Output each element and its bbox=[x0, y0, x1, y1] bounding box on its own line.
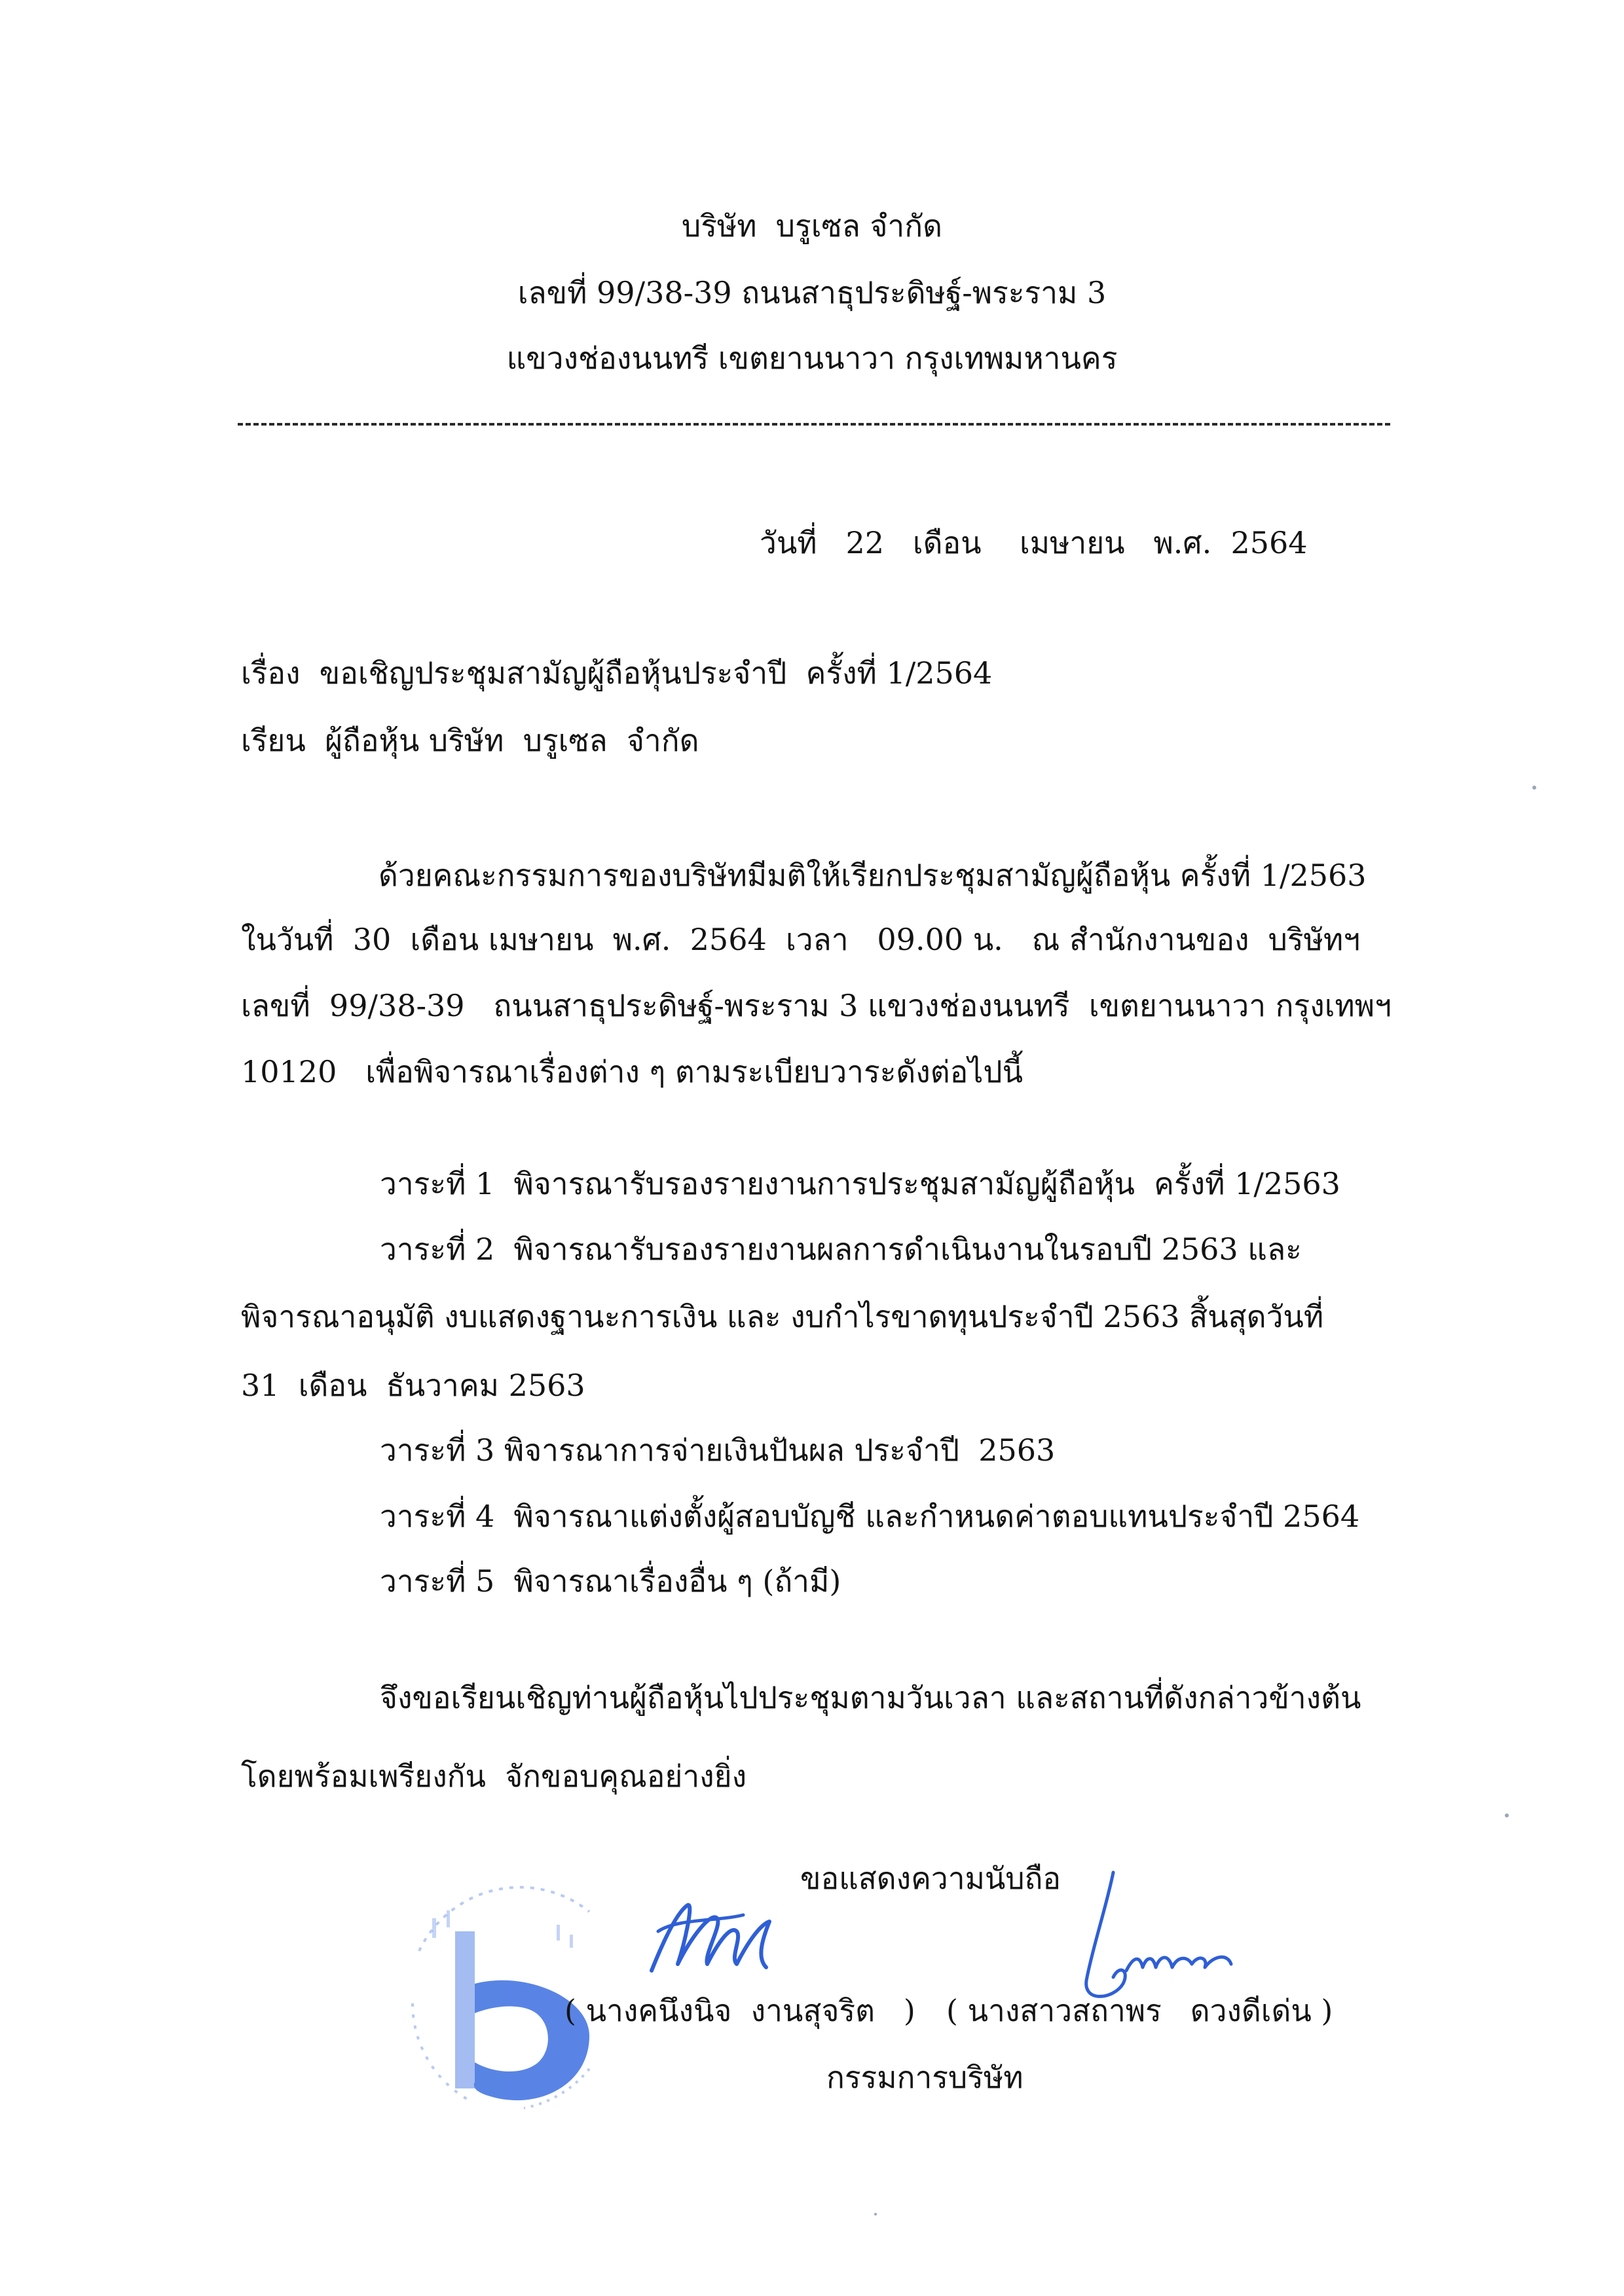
letter-subject: เรื่อง ขอเชิญประชุมสามัญผู้ถือหุ้นประจำปี ครั้งที่ 1/2564 bbox=[241, 655, 993, 691]
signatory-1-name: ( นางคนึงนิจ งานสุจริต ) bbox=[564, 1993, 915, 2028]
company-address-line-2: แขวงช่องนนทรี เขตยานนาวา กรุงเทพมหานคร bbox=[506, 340, 1118, 376]
scan-speck bbox=[1532, 786, 1536, 790]
letter-recipient: เรียน ผู้ถือหุ้น บริษัท บรูเซล จำกัด bbox=[241, 723, 699, 758]
agenda-item-2-line-3: 31 เดือน ธันวาคม 2563 bbox=[241, 1368, 585, 1403]
agenda-item-2-line-2: พิจารณาอนุมัติ งบแสดงฐานะการเงิน และ งบกำไรขาดทุนประจำปี 2563 สิ้นสุดวันที่ bbox=[241, 1299, 1324, 1334]
intro-line-1: ด้วยคณะกรรมการของบริษัทมีมติให้เรียกประชุมสามัญผู้ถือหุ้น ครั้งที่ 1/2563 bbox=[378, 858, 1367, 893]
closing-line-2: โดยพร้อมเพรียงกัน จักขอบคุณอย่างยิ่ง bbox=[241, 1758, 747, 1794]
agenda-item-1: วาระที่ 1 พิจารณารับรองรายงานการประชุมสามัญผู้ถือหุ้น ครั้งที่ 1/2563 bbox=[380, 1166, 1340, 1201]
intro-line-2: ในวันที่ 30 เดือน เมษายน พ.ศ. 2564 เวลา 09.00 น. ณ สำนักงานของ บริษัทฯ bbox=[241, 922, 1361, 957]
signatory-2-name: ( นางสาวสถาพร ดวงดีเด่น ) bbox=[946, 1993, 1333, 2028]
dashed-separator bbox=[238, 423, 1390, 426]
intro-line-4: 10120 เพื่อพิจารณาเรื่องต่าง ๆ ตามระเบียบวาระดังต่อไปนี้ bbox=[241, 1054, 1024, 1089]
scan-speck bbox=[874, 2213, 877, 2215]
signature-1 bbox=[638, 1892, 789, 1990]
company-address-line-1: เลขที่ 99/38-39 ถนนสาธุประดิษฐ์-พระราม 3 bbox=[517, 275, 1107, 310]
agenda-item-4: วาระที่ 4 พิจารณาแต่งตั้งผู้สอบบัญชี และกำหนดค่าตอบแทนประจำปี 2564 bbox=[380, 1499, 1360, 1534]
agenda-item-5: วาระที่ 5 พิจารณาเรื่องอื่น ๆ (ถ้ามี) bbox=[380, 1563, 841, 1599]
letter-date: วันที่ 22 เดือน เมษายน พ.ศ. 2564 bbox=[760, 525, 1308, 560]
agenda-item-3: วาระที่ 3 พิจารณาการจ่ายเงินปันผล ประจำปี 2563 bbox=[380, 1432, 1056, 1468]
closing-line-1: จึงขอเรียนเชิญท่านผู้ถือหุ้นไปประชุมตามวันเวลา และสถานที่ดังกล่าวข้างต้น bbox=[380, 1680, 1361, 1715]
company-name: บริษัท บรูเซล จำกัด bbox=[682, 208, 942, 244]
scan-speck bbox=[1505, 1813, 1509, 1817]
signature-2 bbox=[1074, 1866, 1244, 2010]
intro-line-3: เลขที่ 99/38-39 ถนนสาธุประดิษฐ์-พระราม 3 แขวงช่องนนทรี เขตยานนาวา กรุงเทพฯ bbox=[241, 988, 1392, 1023]
signatory-title: กรรมการบริษัท bbox=[826, 2060, 1024, 2095]
regards-text: ขอแสดงความนับถือ bbox=[800, 1861, 1061, 1896]
agenda-item-2-line-1: วาระที่ 2 พิจารณารับรองรายงานผลการดำเนินงานในรอบปี 2563 และ bbox=[380, 1231, 1302, 1267]
